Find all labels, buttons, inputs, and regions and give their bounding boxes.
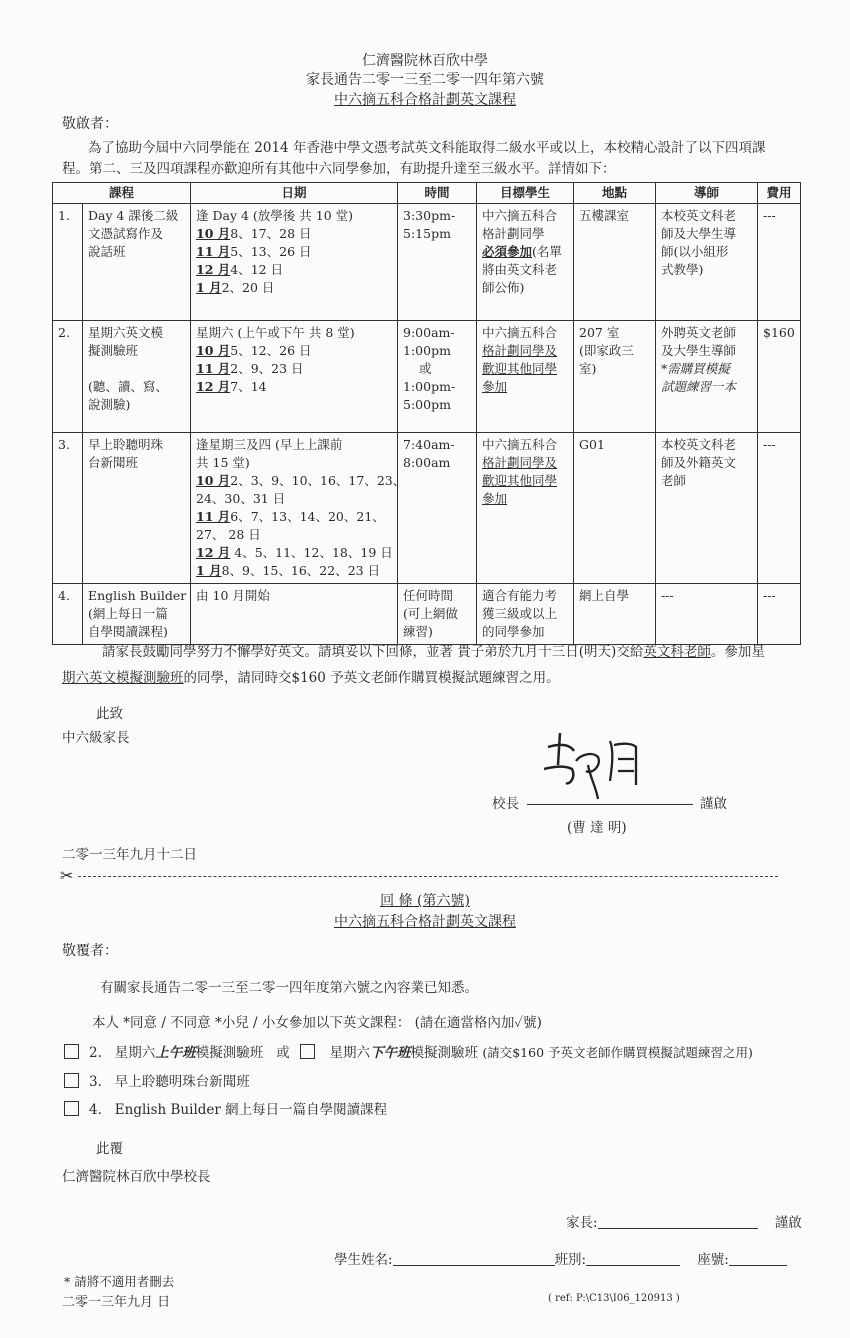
time-line: 任何時間: [403, 588, 454, 603]
intro-line-2: 程。第二、三及四項課程亦歡迎所有其他中六同學參加，有助提升達至三級水平。詳情如下：: [62, 161, 616, 177]
parent-respect: 謹啟: [774, 1215, 802, 1231]
table-row: [53, 584, 801, 645]
issue-date: 二零一三年九月十二日: [62, 847, 197, 863]
venue-line: (即家政三: [579, 343, 634, 358]
option-or: 或: [276, 1045, 290, 1061]
course-name: [83, 433, 191, 584]
course-line: 星期六英文模: [88, 325, 164, 340]
course-line: 擬測驗班: [88, 343, 139, 358]
course-line: 早上聆聽明珠: [88, 437, 164, 452]
target-line: 的同學參加: [482, 624, 545, 639]
reply-date: 二零一三年九月 日: [62, 1295, 171, 1310]
tutor-line: 師及外籍英文: [661, 455, 737, 470]
salutation: 敬啟者：: [62, 116, 118, 132]
footnote: * 請將不適用者刪去: [64, 1274, 175, 1289]
course-fee: ---: [758, 204, 801, 321]
notice-subject-wrap: [0, 89, 850, 109]
date-month: 10 月: [196, 343, 231, 358]
principal-name: (曹 達 明): [567, 820, 627, 836]
date-days: 7、14: [230, 379, 267, 394]
course-fee: ---: [758, 584, 801, 645]
date-month: 12 月: [196, 545, 231, 560]
course-venue: [574, 433, 656, 584]
notice-subject: 中六摘五科合格計劃英文課程: [334, 92, 516, 108]
course-name: [83, 204, 191, 321]
student-name-label: 學生姓名:: [334, 1252, 393, 1268]
closing-english-teacher: 英文科老師: [643, 644, 711, 660]
signature-respect: 謹啟: [700, 796, 727, 812]
date-line: [196, 360, 392, 378]
option-am-class: 上午班: [155, 1045, 196, 1061]
time-line: 3:30pm-: [403, 208, 456, 223]
date-line: [196, 544, 392, 562]
target-line: 中六摘五科合: [482, 325, 558, 340]
date-days: 2、9、23 日: [230, 361, 304, 376]
venue-line: 室): [579, 361, 597, 376]
course-line: (網上每日一篇: [88, 606, 168, 621]
ci-fu: 此覆: [96, 1141, 123, 1157]
date-days: 5、12、26 日: [230, 343, 312, 358]
date-month: 12 月: [196, 262, 231, 277]
tutor-line: 本校英文科老: [661, 208, 737, 223]
class-field[interactable]: [586, 1265, 680, 1266]
option-pm-class: 下午班: [370, 1045, 411, 1061]
closing-saturday-class: 期六英文模擬測驗班: [62, 670, 184, 686]
row-number: 1.: [53, 204, 83, 321]
date-month: 10 月: [196, 473, 231, 488]
course-time: [398, 321, 477, 433]
course-line: Day 4 課後二級: [88, 208, 179, 223]
date-line: [196, 526, 392, 544]
course-target: [477, 584, 574, 645]
tutor-line: 師及大學生導: [661, 226, 737, 241]
time-line: 5:00pm: [403, 397, 451, 412]
table-row: [53, 321, 801, 433]
option-3-row: [64, 1070, 250, 1090]
reply-salutation: 敬覆者：: [62, 943, 118, 959]
target-line: 參加: [482, 379, 508, 394]
reply-to: 仁濟醫院林百欣中學校長: [62, 1169, 211, 1185]
tutor-line: 及大學生導師: [661, 343, 737, 358]
target-line: [482, 225, 568, 243]
seat-label: 座號:: [697, 1252, 729, 1268]
course-line: 自學閱讀課程): [88, 624, 168, 639]
date-title: 共 15 堂): [196, 455, 250, 470]
venue-line: 207 室: [579, 325, 620, 340]
date-line: [196, 342, 392, 360]
row-number: 3.: [53, 433, 83, 584]
option-2-row: [64, 1041, 753, 1061]
date-month: 10 月: [196, 226, 231, 241]
option-text: 星期六: [329, 1045, 371, 1061]
course-venue: [574, 204, 656, 321]
option-text: 星期六: [114, 1045, 156, 1061]
tutor-line: ---: [661, 588, 674, 603]
target-line: 格計劃同學及: [482, 343, 558, 358]
date-days: 2、3、9、10、16、17、23、: [230, 473, 406, 488]
closing-text: 的同學，請同時交$160 予英文老師作購買模擬試題練習之用。: [183, 670, 560, 686]
reply-subject: 中六摘五科合格計劃英文課程: [334, 914, 516, 930]
student-info-row: [334, 1248, 787, 1268]
date-days: 24、30、31 日: [196, 491, 286, 506]
time-line: 9:00am-: [403, 325, 455, 340]
target-line: 歡迎其他同學: [482, 361, 558, 376]
course-line: 說話班: [88, 244, 126, 259]
option-3-checkbox[interactable]: [64, 1073, 79, 1088]
header-tutor: 導師: [656, 183, 758, 204]
course-venue: [574, 321, 656, 433]
option-text: English Builder 網上每日一篇自學閱讀課程: [114, 1102, 388, 1118]
tutor-line: 試題練習一本: [661, 379, 737, 394]
date-line: [196, 490, 392, 508]
option-number: 3.: [89, 1074, 102, 1090]
time-line: 1:00pm-: [403, 379, 456, 394]
date-line: [196, 378, 392, 396]
option-2-note: (請交$160 予英文老師作購買模擬試題練習之用): [482, 1045, 753, 1060]
must-attend: 必須參加: [482, 244, 533, 259]
target-line: 格計劃同學及: [482, 455, 558, 470]
target-line: 歡迎其他同學: [482, 473, 558, 488]
principal-title: 校長: [492, 796, 519, 812]
date-days: 8、9、15、16、22、23 日: [221, 563, 381, 578]
date-month: 12 月: [196, 379, 231, 394]
option-text: 早上聆聽明珠台新聞班: [114, 1074, 250, 1090]
course-fee: ---: [758, 433, 801, 584]
header-date: 日期: [191, 183, 398, 204]
reply-consent: 本人 *同意 / 不同意 *小兒 / 小女參加以下英文課程： (請在適當格內加✓號): [92, 1015, 542, 1031]
course-dates: [191, 204, 398, 321]
table-header-row: [53, 183, 801, 204]
date-days: 5、13、26 日: [230, 244, 312, 259]
reply-title-wrap: [0, 890, 850, 910]
scissors-icon: ✂: [60, 866, 74, 885]
table-row: [53, 204, 801, 321]
target-line: 將由英文科老: [482, 262, 558, 277]
course-line: 文憑試寫作及: [88, 226, 164, 241]
option-4-row: [64, 1098, 387, 1118]
target-text: (名單: [532, 244, 562, 259]
header-target: 目標學生: [477, 183, 574, 204]
date-line: [196, 261, 392, 279]
date-title: 由 10 月開始: [196, 588, 270, 603]
table-row: [53, 433, 801, 584]
date-line: [196, 508, 392, 526]
principal-signature: [540, 725, 650, 803]
date-line: [196, 472, 406, 490]
course-fee: $160: [758, 321, 801, 433]
tutor-line: 式教學): [661, 262, 704, 277]
closing-text: 。參加星: [710, 644, 765, 660]
date-month: 1 月: [196, 563, 222, 578]
parent-row: [566, 1211, 802, 1231]
time-line: (可上網做: [403, 606, 458, 621]
tutor-line: *需購買模擬: [661, 361, 730, 376]
course-tutor: [656, 584, 758, 645]
course-dates: [191, 433, 406, 584]
date-days: 27、 28 日: [196, 527, 261, 542]
date-days: 6、7、13、14、20、21、: [230, 509, 385, 524]
date-days: 2、20 日: [221, 280, 275, 295]
header-time: 時間: [398, 183, 477, 204]
course-target: [477, 433, 574, 584]
signature-line: [527, 804, 693, 805]
venue-line: 五樓課室: [579, 208, 630, 223]
date-days: 4、12 日: [230, 262, 284, 277]
tutor-line: 師(以小組形: [661, 244, 729, 259]
option-text: 模擬測驗班: [195, 1045, 264, 1061]
course-target: [477, 204, 574, 321]
course-tutor: [656, 433, 758, 584]
option-2-am-checkbox[interactable]: [64, 1044, 79, 1059]
option-2-pm-checkbox[interactable]: [300, 1044, 315, 1059]
target-line: 參加: [482, 491, 508, 506]
reply-subject-wrap: [0, 911, 850, 931]
date-month: 1 月: [196, 280, 222, 295]
course-line: 台新聞班: [88, 455, 139, 470]
target-line: 中六摘五科合: [482, 208, 558, 223]
parent-label: 家長:: [566, 1215, 598, 1231]
parent-signature-field[interactable]: [598, 1228, 758, 1229]
closing-line-2: [62, 666, 560, 686]
target-text: 格計劃同學: [482, 226, 545, 241]
target-line: [482, 243, 568, 261]
course-dates: [191, 584, 398, 645]
tutor-line: 本校英文科老: [661, 437, 737, 452]
date-month: 11 月: [196, 244, 231, 259]
date-line: [196, 243, 392, 261]
course-venue: [574, 584, 656, 645]
notice-number: 家長通告二零一三至二零一四年第六號: [306, 72, 544, 88]
header-course: 課程: [53, 183, 191, 204]
date-line: [196, 562, 392, 580]
intro-line-1: 為了協助今屆中六同學能在 2014 年香港中學文憑考試英文科能取得二級水平或以上，本校精心設計了以下四項課: [88, 140, 766, 156]
course-name: [83, 584, 191, 645]
tutor-line: 外聘英文老師: [661, 325, 737, 340]
option-number: 2.: [89, 1045, 102, 1061]
course-time: [398, 433, 477, 584]
closing-line-1: [102, 640, 765, 660]
school-name: 仁濟醫院林百欣中學: [362, 53, 488, 69]
date-month: 11 月: [196, 361, 231, 376]
row-number: 2.: [53, 321, 83, 433]
time-line: 練習): [403, 624, 433, 639]
target-line: 師公佈): [482, 280, 525, 295]
date-line: [196, 225, 392, 243]
course-tutor: [656, 321, 758, 433]
target-line: 中六摘五科合: [482, 437, 558, 452]
closing-text: 請家長鼓勵同學努力不懈學好英文。請填妥以下回條，並著 貴子弟於九月十三日(明天)交給: [102, 644, 644, 660]
venue-line: G01: [579, 437, 605, 452]
date-line: [196, 279, 392, 297]
header-venue: 地點: [574, 183, 656, 204]
row-number: 4.: [53, 584, 83, 645]
reply-acknowledgement: 有關家長通告二零一三至二零一四年度第六號之內容業已知悉。: [100, 980, 478, 996]
header-fee: 費用: [758, 183, 801, 204]
date-month: 11 月: [196, 509, 231, 524]
date-title: 逢 Day 4 (放學後 共 10 堂): [196, 208, 354, 223]
target-line: 適合有能力考: [482, 588, 558, 603]
course-time: [398, 204, 477, 321]
time-line: 8:00am: [403, 455, 451, 470]
date-title: 逢星期三及四 (早上上課前: [196, 437, 343, 452]
seat-field[interactable]: [729, 1265, 787, 1266]
date-days: 4、5、11、12、18、19 日: [230, 545, 393, 560]
course-line: 說測驗): [88, 397, 131, 412]
recipient: 中六級家長: [62, 730, 130, 746]
course-tutor: [656, 204, 758, 321]
time-line: 1:00pm: [403, 343, 451, 358]
course-line: English Builder: [88, 588, 187, 603]
option-number: 4.: [89, 1102, 102, 1118]
time-line: 7:40am-: [403, 437, 455, 452]
class-label: 班別:: [554, 1252, 587, 1268]
course-name: [83, 321, 191, 433]
course-target: [477, 321, 574, 433]
venue-line: 網上自學: [579, 588, 630, 603]
course-line: (聽、讀、寫、: [88, 379, 168, 394]
ci-zhi: 此致: [96, 706, 123, 722]
course-time: [398, 584, 477, 645]
option-4-checkbox[interactable]: [64, 1101, 79, 1116]
date-days: 8、17、28 日: [230, 226, 312, 241]
course-schedule-table: [52, 182, 801, 645]
tutor-line: 老師: [661, 473, 687, 488]
time-line: 5:15pm: [403, 226, 451, 241]
course-dates: [191, 321, 398, 433]
student-name-field[interactable]: [393, 1265, 555, 1266]
reference-code: ( ref: P:\C13\I06_120913 ): [548, 1293, 680, 1304]
date-title: 星期六 (上午或下午 共 8 堂): [196, 325, 355, 340]
time-line: 或: [419, 361, 432, 376]
tear-line: [78, 876, 778, 877]
option-text: 模擬測驗班: [410, 1045, 479, 1061]
reply-title: 回 條 (第六號): [380, 893, 470, 909]
target-line: 獲三級或以上: [482, 606, 558, 621]
